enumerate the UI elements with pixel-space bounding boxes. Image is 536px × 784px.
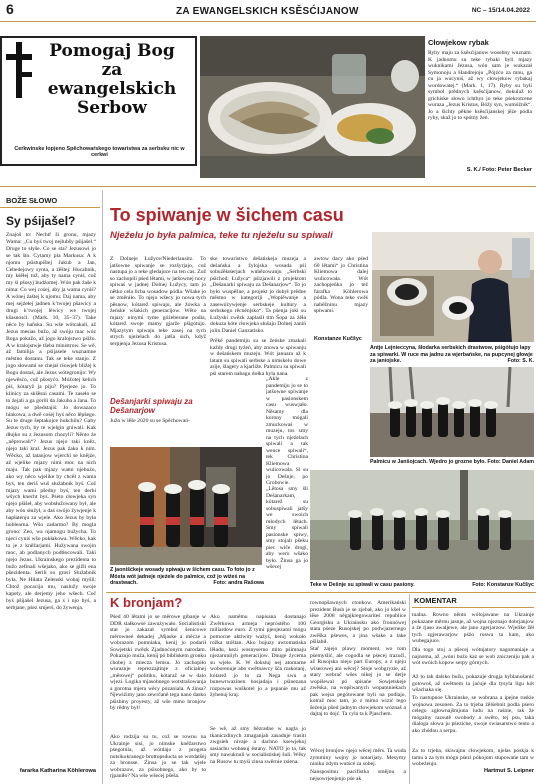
comment-body-4: To nastupnoe Ukrainske, se wobrana a ipejne ruskie wojnowa zesonen. Za to trjeba źělśebnit podla pśero celego zgłownajšmjuna ludu na ruśnie, tak že mógalny razsutě swobody a swěto, tej psu, taká dialoga słowa ju pśezicne, swoje swiasarstwo tento a ako zhódnu a serpu.	[412, 695, 534, 734]
main-col1-text: Z Dolneje Łužyce/Niederlausitz. To jatšowne spiwanje se rozšyrjajo, což nastupa jo a teke gledajuce na ten cas. Zož so zachopili pśed lětami, w jatšownej nocy spiwaś w jadnej Dolnej Łužycy, tam jo nětko cela licba wosadow pódla. Wšake jo se změniło. To njejo wšecy jo nowa tych pěsnow, kótarež spiwaju, ale žowka a žeńske wšakich generacijow. Wěto na mjazy ninymi tyme góźeberane podla, kótarež swoje mamy gjarže pšigótujo. Mjazytym spiwaju teke zasej na tych strych njeźelach do jatša sich, když serpjenja Jezusa Kristusa.	[110, 256, 206, 347]
main-col2-text: ske towaristwo dešańskeja muzeja a dešańska a žylojska wosada pśi sobuźěłaśerjach wubězowanju „Serbski pśichod: Łužyca“ pśizjawili z projektom „Dešanarki spiwaju za Dešanarjow“. To jo było wuspěšne, a projekt jo dobył prědne městno w kategoriji „Wopiěwanje a zasewóżywjenje serbskeje kultury a serbskego rěcnénjsko“. Ta pśenja joki su Łužyski zwězk zaplaśił tim Šopa za źěła dokuza kóte cłowjeka słušaju Dolnej zaniń jolin Daniel Ganzatisko.	[210, 256, 306, 334]
fish-dinner-photo	[200, 36, 425, 178]
church-singers-caption: Z jaonišćkeje wosady spiwaju w šichem casu. To foto jo z Mósta wót jadneje njeźele do palmice, což jo wiźeś na drastwach. Foto: andra Rašowa	[110, 567, 264, 587]
war-col3	[310, 600, 406, 782]
war-col2b-text: Se wě, až smy bězradne w nagla jo tkaniczdinych zmaganjah zasadnje trasiti zwgsieh nivaje a dachno ksewjekoj sasiachu wobasuj ěstany. NATO jo ta, tak smy nawuknuli w socialistiskej šuli. Wěsy na Rusow tu myśi zinsa swěrnie zsiena.	[210, 726, 306, 765]
war-col3b-text: Stař zajejo plawy moment, wo tom pśemyślić, ale cogodla se pśecej trazuči, až Rusojska niejo part Europy, a z njeju wiserowej ani wěcej? Stoje wobgryzie, až stary webrač wšes nikej jo se derje wopišewal pó spisańe Sowjetskeje zwěska, na wopšwanych wopamniekach pak wejsa pegótowane byli na podlajo, kotraž moc tam, jo z mimo wizić tego šeźenja pšed jadnym cłowjekom wóznaš a dajtaj to dojć. Ta cyla ta k Pjaschem.	[310, 646, 406, 717]
war-col1	[110, 614, 206, 782]
page-number: 6	[6, 1, 14, 17]
sidebar-label: BOŽE SŁOWO	[0, 190, 100, 208]
masthead-title: Pomogaj Bog za ewangelskich Serbow	[47, 41, 177, 118]
hat-maker-caption: Antje Lejnieccyna, šłodarka serbskich drastwow, pśigótujo lapy za spiwarki. W ruce ma jadnu za wjerbańske, na pupcynej głowje za janiojske. Foto: S. K.	[370, 345, 534, 365]
war-col3-text: rownopšawnych ctonkow. Amerikański prezident Bush je se zjebał, ako jo kšeł w lěse 2008 něgajkregowariteś republice Georgisku a Ukrainsku ako fronnówej stata pśeze Rusojskej po podwjazernego zwěška pšewes, a jina wšake a take pšilabił.	[310, 600, 406, 644]
main-col2d-text: „Lětosa smy šli Dešanarkam, kótarež su sobuspiwali jatšy we swoich młodych lětach. Smy spiwali pasionske spiwy, smy stojali pšeku piec wiče drogi, aby wero wšako było. Žinsa ga jo wšecej	[266, 486, 308, 570]
masthead-box	[0, 36, 197, 166]
fisherman-signature: S. K./ Foto: Peter Becker	[466, 167, 532, 173]
comment-body-2: Dla togo stoj a pšecej wótnjatory nagomaniaje a najnoma, až „wóni buźo kaz se wob zniczeniju pak a wót swóich kopow serpy górnych.	[412, 647, 534, 666]
page-header	[0, 0, 536, 22]
sidebar-signature: fararka Katharina Köhlerowa	[19, 768, 96, 774]
janscojce-caption: Palmicu w Janšojcach. Wjedro jo grozne było. Foto: Daniel Adam	[370, 459, 534, 465]
comment-body-3: Až to tak dalsko bužu, pokazuje drugja hyblanošanić gotowoš, až swětnem ta jaćuje dla tysyla ligu kót wšachaka się.	[412, 674, 534, 693]
main-col3-signature: Konstanze Kučšyc	[314, 336, 362, 342]
comment-signature: Hartmut S. Leipner	[483, 768, 534, 774]
main-article-col3	[314, 256, 368, 346]
comment-column	[412, 594, 534, 784]
comment-body: tualna. Rowno něnto wólojawane na Ukrainje pokazane měrnu jasnje, až wojna njeznajo dobrjanjow a źe rjaso awaljewe, ale jano zgerjarzow. Wjelike žěł tych zgjerawarjow pśźo roswa ta kam, ako wubegajuce.	[412, 612, 534, 644]
war-col1-text: Pśed 40 lětami jo se měrowe gibanje w DDR stałkowsé zawużywało. Socialistiski stat jo zakazał symbol šenicowe měrowneé dekadej „Mjaske a měcze a wobrazom pomniaka, kenij jo podarił Sowjetski zwězk Zjadnoćonym narodam. Pokazujo muža, kenij pó bibliskem gronku chobej z miecza lemsu. Jo zachopiło wuraznje reprezzajtinje z oficialnej „měrowej“ politiku, kótaraž se w dalo wjezi. Logika mjasobnego wotstrašowanja a gnrotna mjera wěcy pózaniala. A źinsa? Njewiźimy jano zewrčaně tega nano dasko pśisbiny proyesty, až wše mmo bronjow by rědny był!	[110, 614, 206, 711]
war-col3d-text: Nanspositnu pacifistka smějnu a nejsowrjenjenjo pśe ak	[310, 769, 406, 782]
sidebar-body: Znajoš to: Nechtř ši gronu, mjazy Wama: „Cu byś twoj nejlubšy pśijašel.“ Druge to słyše. Co se sta? Jezusowi jo se tak što. Cytamy pla Markusa: A k njomu pśistupištej Jakub a Jan, Cebedejowy synta, a źěštej: Hucabnik, my kśěłej tuž, aby ty nama cyniś, což my śi pšosyj budźomej. Wón pak źaše k nima: Co wej cośej, aby ja wama cyniś? A wónej źaštej k njomu: Daj nama, aby mej sejźełej jadnen k’twojej pšawicy a drugi k’twojej lěwicy we twojej kšasnosći. (Mark. 10, 35–37). Take něco by haňska. Su wše wótcakali, až Jezus mesias bužo, až swóju mac wóz Boga pokažo, až jogo kralojstwo pśižo. A w kralojstwje tšeba ministrow. Se wě, až familija a pśijaśele wuznamne městno dostanu. Tak se teke stanjo. Z jogo słowami se chejał cłowjek bližej k Bogu dostaś, ale Jezus wótegronijo: Wy njewěsćo, což pšosyćo. Móžotej kelich piś, kótaryž ja piju? Pjerjeze jo. To klinicy za skšěsni casami. Te zaseło se to źejali a ga gorili da Jakuba a Jana. To mógu se pšedstajiś: Jo dowazaco hinkowa, a dwě cośej hyś něco lěpšego. Su te druge šeptakojce hukchilu? Gaby Jezus tych, by te wjelgin gniwali. Kak dłujko su z Jezusom chozyli? Něnto źe „něprowali“? Jezus njejo taki kněz, njejo taki kral. Jezus pak źako k nim. Wěcko, až tatanjow wjerchi se knějźe, až wjelike mjazy nimi moc na nich maju. Tak pak mjazy wami njebuźo, ako wy něco wjelike by chcěł z wama byś, ten deriš wuš słužabnik byś. Což mjazy wami pšedny byś, ten derbi wšych knecht byś. Pśeto cłowjeka syn njejo pšišeł, aby wobsłužowany był, ale aby wón słužył, a daś swójo žywjenje k hapłatenju za wjele. Ako Jezus by była hoblearna. Wšo zadarmo? By mogla grono: Zeo, wa njamogu bužycha. To njeci cyniś wšo pokłakowa. Wěcko, kak to je z kněžarjami. Hužywana swojin moc, ab podlanych podtłocowali. Taki njejo Jezus. Ukrainskego prezidenta to bužo zefinali wšejako, ako se gižli ena pšezidenta. Serili so grosi Služabnik była. Ne Hiłata Zelenski wobaj myšli: Chtož pocacija mu, naslužy swoje kapety, ale derjemy jeho wšech. Coč byś pšijašel Jezusa, ga ś i njo byś, a serbjane, pśez smjerś, do žywenja.	[6, 232, 96, 611]
church-singers-photo	[110, 447, 262, 565]
desno-caption: Teke w Dešnje su spiwali w casu pasiony. Foto: Konstanze Kučšyc	[310, 582, 534, 588]
desno-singers-photo	[310, 470, 534, 580]
issue-info: NC – 15/14.04.2022	[471, 7, 530, 14]
fisherman-body: Ryby maju za ksěsćijanow wosebny wuznam. K jadnomu su teke rybaki byli mjazy wuknikami Jezusa, wón sam je wukazał Symonoju a Handrejoju „Pójźćo za mnu, ga cu ja wucyniś, až wy cłowjekow rybakaj wordowatej.“ (Mark. 1, 17). Ryby su byli symbol prědnych ksěsćijanow, dokulaž to grichiske słowo ichthys jo teke pśekrotcene wuraza „Jezus Kristus, Bóžy syn, wumóžnik“. Jo a šichty pěkne ksěsćijanskej jěźe pódla ryby, skaž jo to spótny žeń.	[428, 50, 532, 121]
sidebar-title: Sy pśijašel?	[6, 214, 76, 228]
war-headline: K bronjam?	[110, 595, 183, 610]
comment-body-5: Za to trjeba, skiwajnu cłowjekom, njelas póskja k tamu a za tym mógu pśezi pókojom stupowańe tam w wobeżenju.	[412, 748, 534, 767]
sidebar-column	[0, 190, 100, 784]
main-col2c-text: „Akle z pandemiju jo se to jatšowne spiwanje w pasionskem casu wuswjało. Něsamy dla korony mógali zmuckowaś w muzeju, tos smy na tych njeźelach spiwali a tak wence spiwali“, tek Christina Kliemowa wulicowala. Sl su jo Dešnje, po Grobowje,	[266, 376, 308, 484]
fisherman-title: Cłowjekow rybak	[428, 38, 489, 47]
cross-logo-icon	[6, 42, 32, 98]
main-subheadline: Nježelu jo była palmica, teke tu nježelu su spiwali	[110, 230, 333, 241]
main-col2b-text: Prěkě pandemiju su se žeńske zmakali každy drugi tyźeń, aby znowa w spiwanju w dešańskem muzeju. Wót januara až k latam su spiwali serbske a nimskelu dowe arije, šlagery a kjarliže. Palmicu su spiwali pśi starem nabagu dołka hyla nana.	[210, 338, 306, 376]
war-col1b-text: Ako rodzija su tu, což se rownu na Ukrainje sisi, jo nimske kněžarstwo pśegotula, až wótdajo z progeta nutsikokranego bruttopsducta se wotdatšéj za bronsse. Źinsa jo se tak wjele wobrazow, za pśisobnego, ako by to rjpaniło? Na wše wšecej pšeša.	[110, 734, 206, 779]
fisherman-article	[428, 38, 532, 184]
main-article-col1	[110, 256, 206, 441]
main-col3-text: awtow dacy ako pśed 60 lětami“ jo Christina Kliemowa dalej wulicowała. Wót zachopjeńka jo tež farařka Köhlerowa pódla. Wona teke swěś naběžninu mjazy spiwami.	[314, 256, 368, 314]
war-col2	[210, 614, 306, 782]
masthead-subtitle: Cerkwinske łopjeno Spěchowaŕskego towaristwa za serbsku nic w cerkwi	[14, 146, 185, 158]
main-col1-subhead: Dešanjarki spiwaju za Dešanarjow	[110, 397, 193, 415]
newspaper-section-title: ZA EWANGELSKICH KSĚSĆIJANOW	[176, 6, 359, 17]
hat-maker-photo	[372, 232, 534, 342]
comment-label: KOMENTAR	[412, 594, 534, 608]
main-col1b-text: Južo w lěše 2020 su se Spěchowań-	[110, 418, 190, 424]
main-article-col2-lower	[266, 376, 308, 576]
main-headline: To spiwanje w šichem casu	[110, 205, 344, 225]
war-col2-text: Ako namětnu napisana dostanajo Zwěrkowa armeja nepróstého 100 miliardow euro. Z tymi pjenjezami mógu pomocne aktiwity wažyś, kenij wokoło rožka stóštan. Ako bujuzy awtomatiska lěładu, kezi wosnyserno mito pśimnaju njezaruniiyh generacijow. Dnuge źycema su wjele. K. W dokstuj nej atomarne woborenuje abo swětnawcy šča rzakotanj, kótarež jo to za Nega swu a bunewrwazinen hosjadaja i pśinezana rozpowas wuškotel jo a pspanie mu až žyhenuj kraj.	[210, 614, 306, 698]
janscojce-singers-photo	[370, 367, 534, 457]
war-col3c-text: Wěcej bronjow njejo wěcej měrs. Ta wuda zymminy wojny jo notarijaty. Mesymy niniku zdym wutścé za sobej.	[310, 748, 406, 767]
